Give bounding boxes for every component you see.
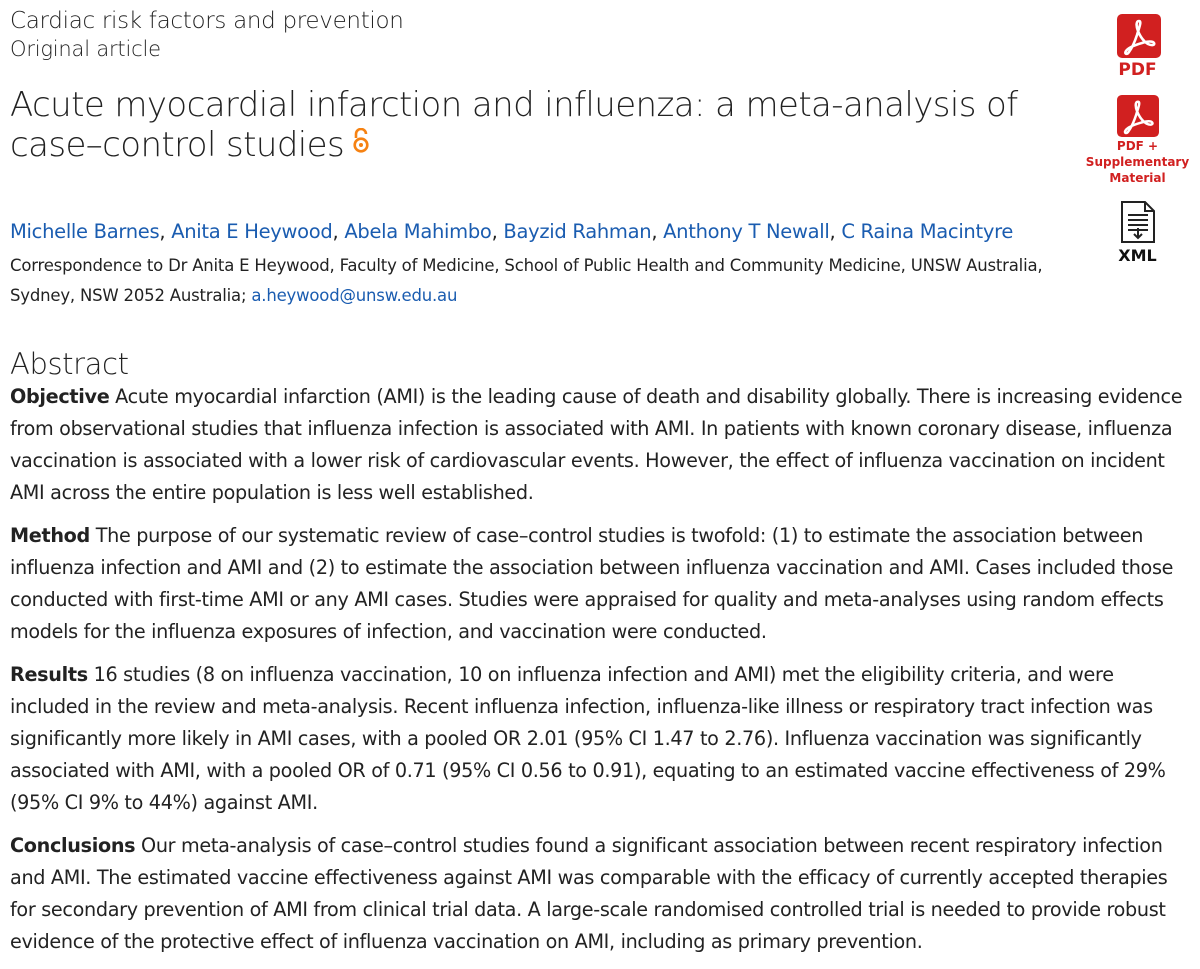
- abstract-section-label: Method: [10, 523, 90, 547]
- pdf-supplementary-label-line: Supplementary: [1085, 155, 1190, 169]
- article-header: [10, 6, 1195, 969]
- correspondence-email-link[interactable]: a.heywood@unsw.edu.au: [251, 285, 458, 305]
- pdf-supplementary-label[interactable]: [1085, 138, 1190, 186]
- abstract-section-label: Objective: [10, 384, 110, 408]
- abstract-section-label: Results: [10, 662, 88, 686]
- correspondence: [10, 251, 1110, 311]
- article-type: Original article: [10, 37, 161, 61]
- abstract-section-label: Conclusions: [10, 833, 136, 857]
- pdf-download-button[interactable]: [1117, 14, 1161, 62]
- abstract-section-text: The purpose of our systematic review of case–control studies is twofold: (1) to estimate the association between influenza infection and AMI and (2) to estimate the association between influenza vaccination and AMI. Cases included those conducted with first-time AMI or any AMI cases. Studies were appraised for quality and meta-analyses using random effects models for the influenza exposures of infection, and vaccination were conducted.: [10, 523, 1174, 643]
- xml-label[interactable]: XML: [1118, 246, 1157, 265]
- section-label[interactable]: Cardiac risk factors and prevention: [10, 8, 404, 34]
- author-separator: ,: [651, 219, 664, 243]
- author-separator: ,: [491, 219, 504, 243]
- article-title-text: Acute myocardial infarction and influenza: a meta-analysis of case–control studies: [10, 85, 1018, 165]
- abstract-results: [10, 659, 1190, 819]
- pdf-supplementary-label-line: PDF +: [1116, 139, 1159, 153]
- abstract-conclusions: [10, 830, 1190, 958]
- abstract-section-text: Acute myocardial infarction (AMI) is the leading cause of death and disability globally. There is increasing evidence from observational studies that influenza infection is associated with AMI. In patients with known coronary disease, influenza vaccination is associated with a lower risk of cardiovascular events. However, the effect of influenza vaccination on incident AMI across the entire population is less well established.: [10, 384, 1183, 504]
- author-link[interactable]: Anthony T Newall: [663, 219, 830, 243]
- author-link[interactable]: Michelle Barnes: [10, 219, 160, 243]
- abstract-heading: Abstract: [10, 346, 129, 381]
- author-link[interactable]: Bayzid Rahman: [503, 219, 652, 243]
- author-separator: ,: [159, 219, 172, 243]
- author-list: [10, 219, 1195, 245]
- abstract-objective: [10, 381, 1190, 509]
- abstract-section-text: 16 studies (8 on influenza vaccination, 10 on influenza infection and AMI) met the eligibility criteria, and were included in the review and meta-analysis. Recent influenza infection, influenza-like illness or respiratory tract infection was significantly more likely in AMI cases, with a pooled OR 2.01 (95% CI 1.47 to 2.76). Influenza vaccination was significantly associated with AMI, with a pooled OR of 0.71 (95% CI 0.56 to 0.91), equating to an estimated vaccine effectiveness of 29% (95% CI 9% to 44%) against AMI.: [10, 662, 1166, 814]
- article-title: [10, 85, 1070, 167]
- author-separator: ,: [829, 219, 842, 243]
- abstract-section-text: Our meta-analysis of case–control studies found a significant association between recent respiratory infection and AMI. The estimated vaccine effectiveness against AMI was comparable with the efficacy of currently accepted therapies for secondary prevention of AMI from clinical trial data. A large-scale randomised controlled trial is needed to provide robust evidence of the protective effect of influenza vaccination on AMI, including as primary prevention.: [10, 833, 1168, 953]
- pdf-label[interactable]: PDF: [1118, 60, 1157, 80]
- author-link[interactable]: Anita E Heywood: [171, 219, 333, 243]
- abstract-method: [10, 520, 1190, 648]
- pdf-supplementary-label-line: Material: [1109, 171, 1166, 185]
- author-separator: ,: [332, 219, 345, 243]
- open-access-icon: [352, 123, 370, 163]
- correspondence-text: Correspondence to Dr Anita E Heywood, Faculty of Medicine, School of Public Health and Community Medicine, UNSW Australia, Sydney, NSW 2052 Australia;: [10, 255, 1043, 305]
- author-link[interactable]: Abela Mahimbo: [344, 219, 492, 243]
- author-link[interactable]: C Raina Macintyre: [841, 219, 1014, 243]
- pdf-supplementary-button[interactable]: [1117, 95, 1159, 141]
- xml-download-button[interactable]: [1119, 200, 1157, 248]
